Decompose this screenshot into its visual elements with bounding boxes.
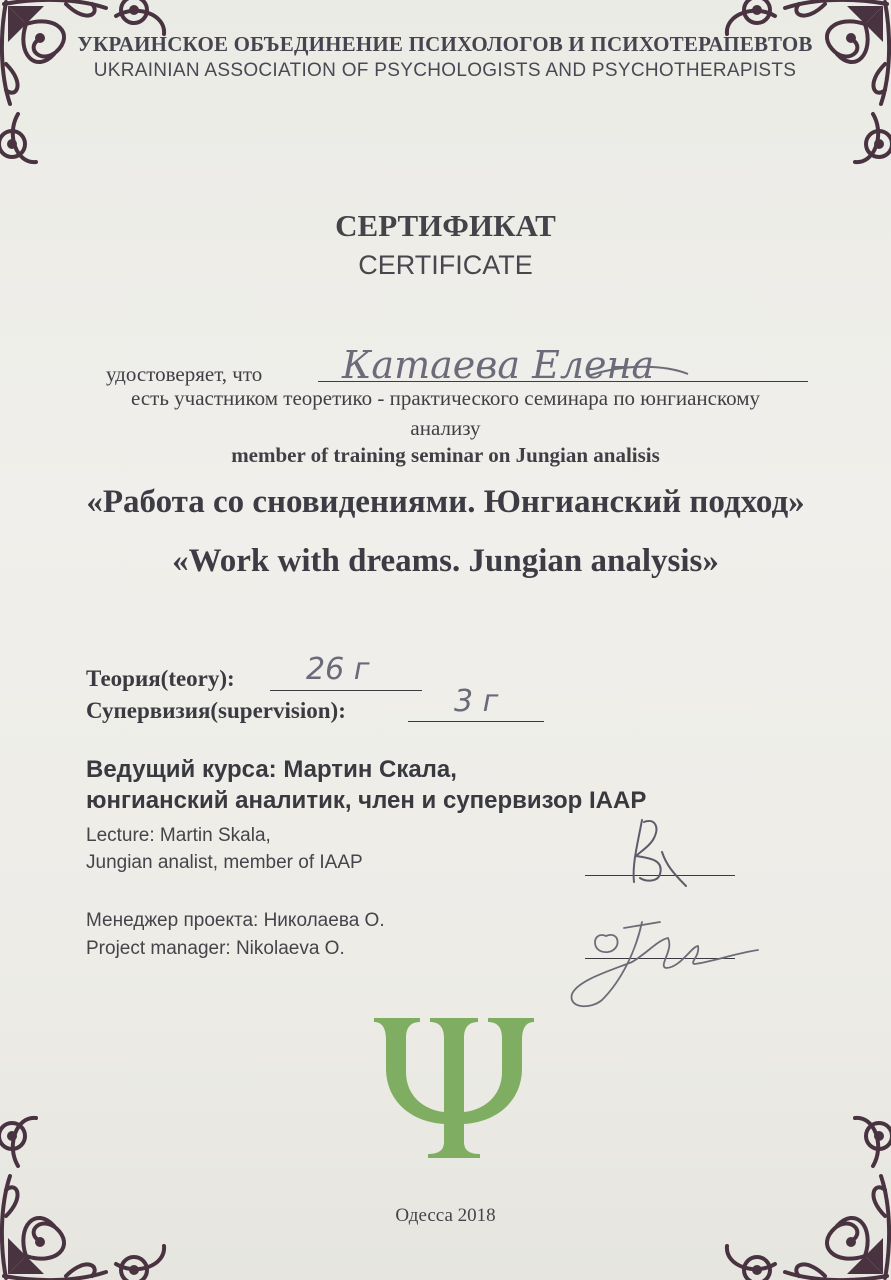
manager-en: Project manager: Nikolaeva O. bbox=[86, 938, 345, 959]
theory-blank-line bbox=[270, 690, 422, 691]
lecturer-signature bbox=[610, 812, 700, 892]
lecturer-en-line-1: Lecture: Martin Skala, bbox=[86, 825, 271, 846]
organization-name-ru: УКРАИНСКОЕ ОБЪЕДИНЕНИЕ ПСИХОЛОГОВ И ПСИХОТЕРАПЕВТОВ bbox=[77, 32, 813, 56]
lecturer-en-line-2: Jungian analist, member of IAAP bbox=[86, 852, 363, 873]
seminar-title-en: «Work with dreams. Jungian analysis» bbox=[172, 543, 719, 579]
lecturer-ru-line-1: Ведущий курса: Мартин Скала, bbox=[86, 756, 457, 783]
participant-line-2: анализу bbox=[410, 416, 481, 440]
certifies-label: удостоверяет, что bbox=[106, 362, 263, 386]
supervision-blank-line bbox=[408, 721, 544, 722]
ornament-scroll-icon bbox=[695, 0, 891, 194]
certificate-title-ru: СЕРТИФИКАТ bbox=[335, 208, 556, 243]
theory-label: Теория(teory): bbox=[86, 666, 235, 691]
psi-symbol-icon bbox=[372, 1010, 536, 1160]
ornament-scroll-icon bbox=[0, 1086, 196, 1280]
participant-line-1: есть участником теоретико - практического семинара по юнгианскому bbox=[131, 386, 760, 410]
certificate-title-en: CERTIFICATE bbox=[358, 250, 533, 280]
theory-hours-value: 26 г bbox=[306, 652, 370, 687]
manager-ru: Менеджер проекта: Николаева О. bbox=[86, 910, 385, 931]
ornament-scroll-icon bbox=[0, 0, 196, 194]
seminar-title-ru: «Работа со сновидениями. Юнгианский подход» bbox=[86, 484, 805, 520]
recipient-name-handwritten bbox=[338, 336, 698, 392]
supervision-label: Супервизия(supervision): bbox=[86, 698, 346, 723]
recipient-name-text: Катаева Елена bbox=[342, 343, 655, 387]
manager-signature bbox=[562, 910, 762, 1015]
member-line-en: member of training seminar on Jungian analisis bbox=[231, 443, 660, 467]
ornament-scroll-icon bbox=[695, 1086, 891, 1280]
lecturer-ru-line-2: юнгианский аналитик, член и супервизор IAAP bbox=[86, 787, 647, 814]
city-year: Одесса 2018 bbox=[395, 1205, 496, 1226]
supervision-hours-value: 3 г bbox=[454, 684, 499, 719]
organization-name-en: UKRAINIAN ASSOCIATION OF PSYCHOLOGISTS AND PSYCHOTHERAPISTS bbox=[93, 60, 797, 81]
